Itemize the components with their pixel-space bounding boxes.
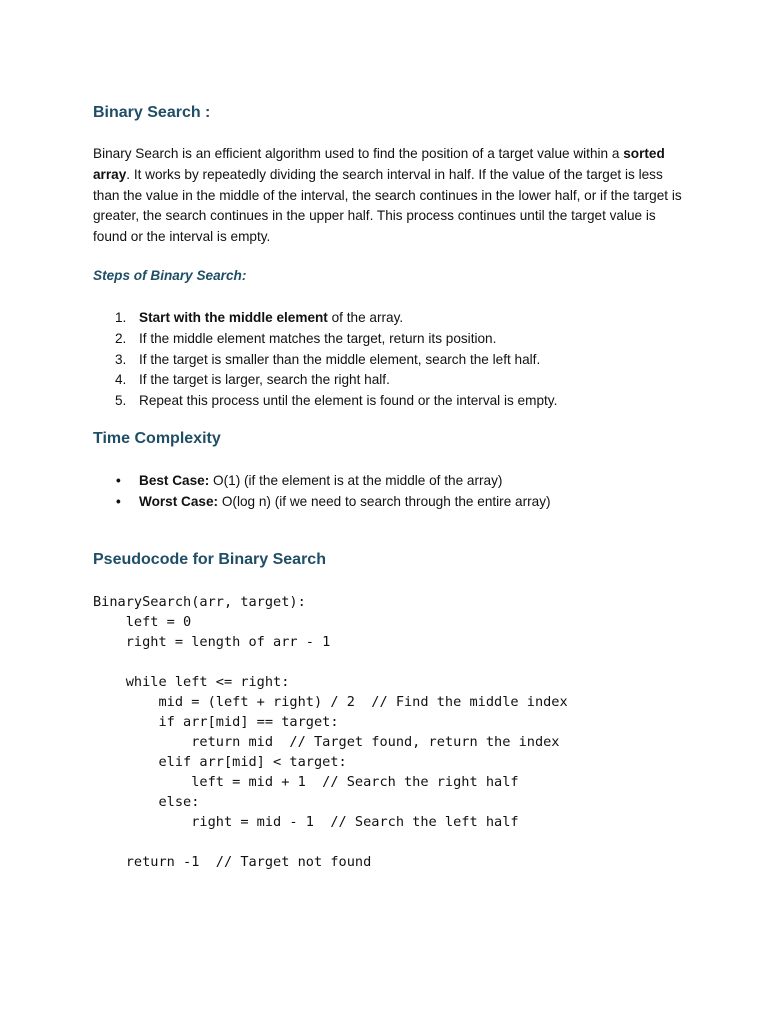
step-bold: Start with the middle element bbox=[139, 310, 328, 325]
intro-paragraph bbox=[93, 144, 683, 248]
pseudocode-block: BinarySearch(arr, target): left = 0 right = length of arr - 1 while left <= right: mid = (left + right) / 2 // Find the middle index if arr[mid] == target: return mid // Target found, return the index elif arr[mid] < target: left = mid + 1 // Search the right half else: right = mid - 1 // Search the left half return -1 // Target not found bbox=[93, 594, 568, 870]
step-number: 1. bbox=[115, 310, 127, 325]
pseudocode-heading: Pseudocode for Binary Search bbox=[93, 551, 326, 568]
list-item bbox=[93, 492, 551, 513]
complexity-list bbox=[93, 471, 551, 513]
bullet-icon: • bbox=[116, 493, 121, 509]
intro-text-1: Binary Search is an efficient algorithm used to find the position of a target value within a bbox=[93, 146, 624, 161]
steps-heading: Steps of Binary Search: bbox=[93, 268, 247, 283]
case-text: O(1) (if the element is at the middle of the array) bbox=[209, 473, 503, 488]
list-item bbox=[93, 370, 557, 391]
step-text: If the target is smaller than the middle element, search the left half. bbox=[139, 351, 541, 367]
case-label: Best Case: bbox=[139, 473, 210, 488]
step-text: Repeat this process until the element is found or the interval is empty. bbox=[139, 393, 558, 409]
list-item bbox=[93, 329, 557, 350]
time-complexity-heading: Time Complexity bbox=[93, 430, 221, 447]
step-number: 4. bbox=[115, 372, 127, 388]
step-number: 5. bbox=[115, 393, 127, 409]
step-text: If the middle element matches the target, return its position. bbox=[139, 330, 497, 346]
intro-bold-sorted-array: sorted array bbox=[93, 146, 665, 182]
list-item bbox=[93, 350, 557, 371]
case-label: Worst Case: bbox=[139, 493, 219, 509]
list-item bbox=[93, 471, 551, 492]
case-text: O(log n) (if we need to search through the entire array) bbox=[218, 493, 551, 509]
steps-list bbox=[93, 308, 557, 412]
binary-search-heading: Binary Search : bbox=[93, 104, 211, 121]
step-number: 2. bbox=[115, 330, 127, 346]
intro-text-2: . It works by repeatedly dividing the search interval in half. If the value of the target is less than the value in the middle of the interval, the search continues in the lower half, or if the target is greater, the search continues in the upper half. This process continues until the target value is found or the interval is empty. bbox=[93, 166, 682, 245]
step-text: of the array. bbox=[327, 310, 404, 325]
list-item bbox=[93, 391, 557, 412]
bullet-icon: • bbox=[116, 473, 121, 488]
step-number: 3. bbox=[115, 351, 127, 367]
step-text: If the target is larger, search the right half. bbox=[139, 372, 390, 388]
list-item bbox=[93, 308, 557, 329]
